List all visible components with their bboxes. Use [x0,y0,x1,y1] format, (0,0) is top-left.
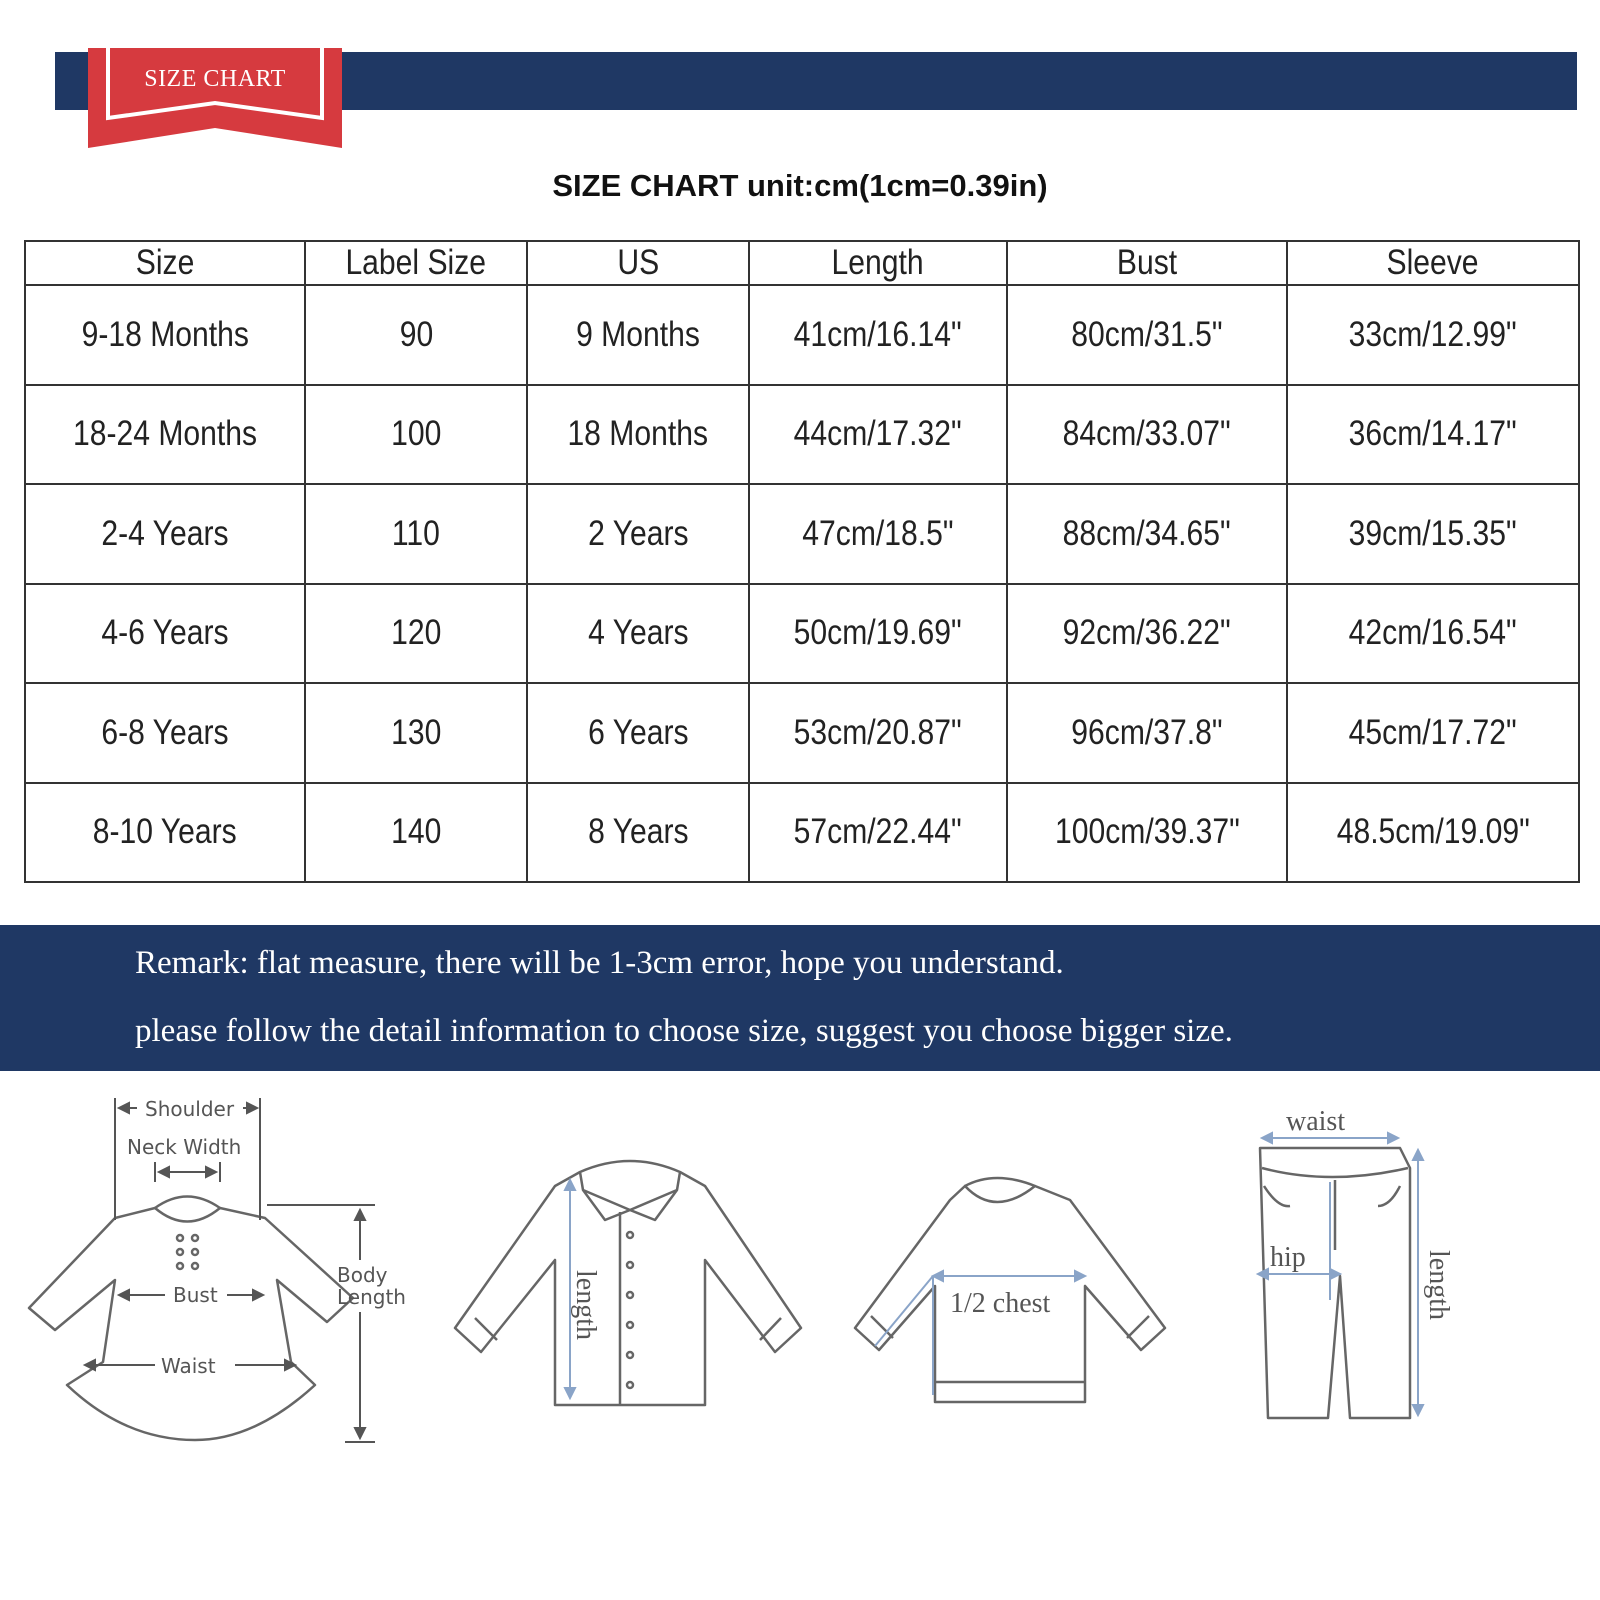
dress-measure-diagram [15,1090,425,1455]
table-cell: 36cm/14.17" [1287,385,1579,485]
waist-label: Waist [161,1354,216,1378]
table-cell: 90 [305,285,527,385]
table-cell: 8 Years [527,783,749,883]
header-length: Length [749,241,1007,285]
header-bust: Bust [1007,241,1287,285]
table-cell: 100cm/39.37" [1007,783,1287,883]
table-cell: 57cm/22.44" [749,783,1007,883]
table-cell: 33cm/12.99" [1287,285,1579,385]
table-row [25,783,1579,883]
table-cell: 120 [305,584,527,684]
body-length-label-2: Length [337,1285,406,1309]
table-row [25,285,1579,385]
table-cell: 9-18 Months [25,285,305,385]
table-cell: 50cm/19.69" [749,584,1007,684]
chart-subtitle: SIZE CHART unit:cm(1cm=0.39in) [552,168,1048,203]
table-cell: 42cm/16.54" [1287,584,1579,684]
table-cell: 44cm/17.32" [749,385,1007,485]
ribbon-label: SIZE CHART [144,66,286,92]
shirt-length-label: length [570,1270,601,1340]
table-cell: 110 [305,484,527,584]
table-cell: 45cm/17.72" [1287,683,1579,783]
bust-label: Bust [173,1283,218,1307]
table-cell: 53cm/20.87" [749,683,1007,783]
remark-line-1: Remark: flat measure, there will be 1-3cm error, hope you understand. [135,945,1064,981]
table-row [25,683,1579,783]
header-us: US [527,241,749,285]
table-cell: 18-24 Months [25,385,305,485]
table-cell: 100 [305,385,527,485]
size-table [24,240,1580,883]
table-cell: 41cm/16.14" [749,285,1007,385]
table-cell: 18 Months [527,385,749,485]
table-cell: 88cm/34.65" [1007,484,1287,584]
header-size: Size [25,241,305,285]
half-chest-label: 1/2 chest [950,1288,1051,1319]
table-cell: 6-8 Years [25,683,305,783]
table-cell: 2 Years [527,484,749,584]
header-sleeve: Sleeve [1287,241,1579,285]
table-cell: 9 Months [527,285,749,385]
sweater-measure-diagram [835,1090,1185,1425]
neck-width-label: Neck Width [127,1135,242,1159]
table-cell: 47cm/18.5" [749,484,1007,584]
table-cell: 6 Years [527,683,749,783]
table-row [25,584,1579,684]
pants-length-label: length [1423,1250,1454,1320]
table-cell: 48.5cm/19.09" [1287,783,1579,883]
table-cell: 130 [305,683,527,783]
table-cell: 96cm/37.8" [1007,683,1287,783]
table-cell: 80cm/31.5" [1007,285,1287,385]
table-row [25,484,1579,584]
table-cell: 4-6 Years [25,584,305,684]
shirt-measure-diagram [455,1090,805,1425]
header-label-size: Label Size [305,241,527,285]
size-chart-ribbon [88,48,342,150]
table-cell: 140 [305,783,527,883]
pants-waist-label: waist [1286,1106,1346,1137]
table-cell: 84cm/33.07" [1007,385,1287,485]
shoulder-label: Shoulder [145,1097,235,1121]
table-cell: 4 Years [527,584,749,684]
body-length-label-1: Body [337,1263,388,1287]
table-cell: 92cm/36.22" [1007,584,1287,684]
table-row [25,385,1579,485]
remark-banner [0,925,1600,1071]
table-header-row [25,241,1579,285]
pants-hip-label: hip [1270,1242,1306,1273]
table-cell: 8-10 Years [25,783,305,883]
remark-line-2: please follow the detail information to choose size, suggest you choose bigger size. [135,1013,1233,1049]
pants-measure-diagram [1250,1090,1500,1435]
table-cell: 39cm/15.35" [1287,484,1579,584]
table-cell: 2-4 Years [25,484,305,584]
